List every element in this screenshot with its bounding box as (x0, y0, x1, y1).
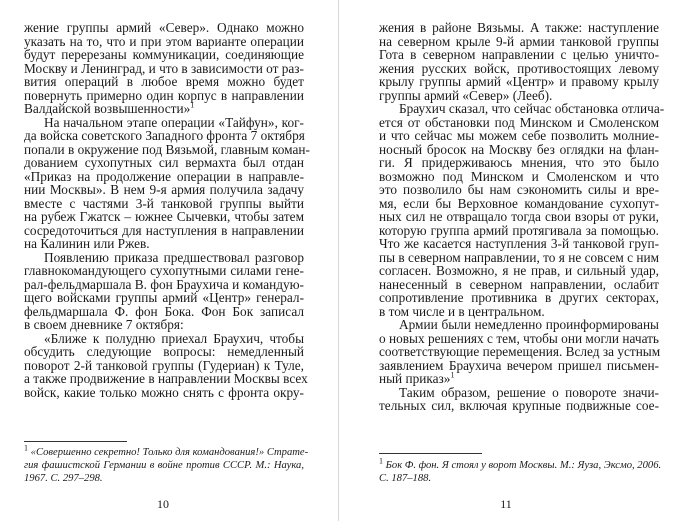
text-line-content: войск, какие только можно снять с фронта окру- (24, 384, 304, 400)
text-line-content: попали в окружение под Вязьмой, главным коман- (24, 141, 310, 157)
footnote-line (379, 456, 662, 472)
text-line (24, 48, 304, 62)
text-line-content: нии Москвы». В нем 9-я армия получила задачу (24, 182, 304, 197)
text-line (24, 371, 308, 386)
text-line (379, 183, 659, 197)
text-line (379, 224, 659, 238)
text-line-content: фельдмаршала Ф. фон Бока. Фон Бок записал (24, 303, 304, 319)
text-line (379, 386, 659, 400)
text-line-content: да войска советского Западного фронта 7 октября (24, 128, 305, 143)
text-line-content: тельных сил, включая крупные подвижные сое- (379, 398, 659, 413)
text-line-content: в своем дневнике 7 октября: (24, 317, 184, 332)
text-line (24, 332, 304, 346)
text-line (379, 264, 659, 278)
text-line (379, 89, 659, 103)
text-line-content: на северном крыле 9-й армии танковой группы (379, 33, 659, 49)
text-line-content: пы в северном направлении, то я не совсем с ним (379, 249, 659, 265)
text-line-content: ется от обстановки под Минском и Смоленском (379, 114, 659, 130)
text-line-content: заявлением Браухича вечером пришел письмен- (379, 357, 659, 373)
text-line (24, 305, 304, 319)
text-line-content: Москву и Ленинград, и что в зависимости от раз- (24, 60, 304, 76)
text-line (379, 251, 659, 265)
text-line (24, 237, 304, 251)
footnote-divider (379, 453, 482, 454)
text-line-content: соответствующие перемещения. Вслед за устным (379, 344, 661, 359)
right-page-body (379, 20, 665, 413)
text-line (379, 35, 659, 49)
footnote (379, 456, 662, 485)
text-line-content: возможно под Минском и Смоленском и что (379, 168, 659, 184)
text-line (24, 170, 304, 184)
footnote-line (379, 472, 659, 485)
text-line (24, 291, 304, 305)
text-line-content: «Ближе к полудню приехал Браухич, чтобы (44, 330, 304, 346)
text-line-content: главнокомандующего сухопутными силами гене- (24, 263, 304, 278)
text-line-content: будут перерезаны коммуникации, соединяющие (24, 47, 304, 62)
text-line (379, 359, 659, 373)
text-line (379, 170, 659, 184)
text-line (379, 48, 659, 62)
text-line (379, 332, 659, 346)
text-line-content: «Приказ на продолжение операции в направле- (24, 168, 304, 184)
footnote (24, 443, 309, 485)
text-line (24, 75, 304, 89)
text-line-content: Браухич сказал, что сейчас обстановка отлича- (399, 101, 665, 116)
text-line-content: в том числе и в центральном. (379, 303, 545, 319)
text-line (24, 183, 304, 197)
text-line (24, 386, 304, 400)
text-line-content: дованием сухопутных сил вермахта был отдан (24, 155, 304, 170)
text-line-content: сопротивление противника в других секторах, (379, 290, 659, 305)
text-line-content: рал-фельдмаршала В. фон Браухича и командую- (24, 276, 304, 292)
text-line (379, 210, 659, 224)
footnote-text: гия фашистской Германии в войне против СССР. М.: Наука, (24, 460, 304, 471)
text-line (379, 21, 659, 35)
text-line-content: жение группы армий «Север». Однако можно (24, 20, 304, 35)
text-line (379, 278, 659, 292)
text-line-content: ги. Я придерживаюсь мнения, что это было (379, 155, 659, 170)
text-line (24, 89, 304, 103)
text-line-content: мя, если бы Верховное командование сухопут- (379, 195, 659, 211)
text-line (24, 251, 304, 265)
footnote-text: «Совершенно секретно! Только для командования!» Страте- (30, 447, 309, 458)
text-line (379, 197, 659, 211)
text-line-content: повернуть примерно один корпус в направлении (24, 87, 304, 103)
text-line-content: Гота в северном направлении с целью уничто- (379, 47, 659, 62)
text-line (24, 224, 304, 238)
text-line (379, 372, 659, 386)
text-line (379, 116, 659, 130)
text-line-content: и что сейчас мы можем себе позволить молние- (379, 128, 659, 143)
text-line (24, 318, 304, 332)
text-line-content: крылу группы армий «Центр» и правому крылу (379, 74, 659, 89)
text-line-content: указать на то, что и при этом варианте операции (24, 33, 304, 49)
text-line-content: а также продвижение в направлении Москвы всех (24, 371, 308, 386)
text-line-content: нанесенный в северном направлении, ослабит (379, 276, 659, 292)
text-line-content: на рубеж Гжатск – южнее Сычевки, чтобы затем (24, 209, 304, 224)
text-line (379, 143, 659, 157)
left-page-body (24, 20, 310, 400)
text-line-content: жения в районе Вязьмы. А также: наступление (379, 20, 659, 35)
text-line-content: На начальном этапе операции «Тайфун», ког- (44, 114, 304, 130)
text-line (379, 129, 659, 143)
footnote-reference: 1 (190, 100, 195, 110)
text-line (24, 102, 304, 116)
text-line (24, 345, 304, 359)
text-line (379, 156, 659, 170)
page-number: 11 (500, 497, 512, 511)
footnote-text: С. 187–188. (379, 473, 432, 484)
text-line (379, 101, 665, 116)
text-line-content: о новых решениях с тем, чтобы они могли начать (379, 330, 659, 346)
text-line (379, 75, 659, 89)
text-line (379, 291, 659, 305)
footnote-reference: 1 (450, 370, 455, 380)
text-line (379, 305, 659, 319)
text-line-content: носный бросок на Москву без оглядки на флан- (379, 141, 659, 157)
text-line-content: Что же касается наступления 3-й танковой груп- (379, 236, 659, 251)
text-line-content: группы армий «Север» (Лееб). (379, 87, 553, 103)
text-line-content: ных сил не отвращало тогда свои взоры от руки, (379, 209, 659, 224)
text-line (24, 62, 304, 76)
text-line-content: поворот 2-й танковой группы (Гудериан) к Туле, (24, 357, 304, 373)
footnote-line (24, 443, 309, 459)
footnote-text: 1967. С. 297–298. (24, 473, 103, 484)
text-line (24, 116, 304, 130)
text-line (24, 156, 304, 170)
text-line (379, 399, 659, 413)
footnote-text: Бок Ф. фон. Я стоял у ворот Москвы. М.: Яуза, Эксмо, 2006. (385, 460, 662, 471)
text-line-content: ный приказ» (379, 371, 451, 386)
text-line (379, 237, 659, 251)
text-line (24, 197, 304, 211)
text-line-content: это позволило бы нам сэкономить силы и вре- (379, 182, 659, 197)
text-line-content: Появлению приказа предшествовал разговор (44, 249, 304, 265)
text-line-content: Армии были немедленно проинформированы (399, 317, 659, 332)
text-line-content: сосредоточиться для наступления в направлении (24, 222, 304, 238)
text-line-content: Валдайской возвышенности» (24, 101, 191, 116)
text-line-content: Таким образом, решение о повороте значи- (399, 384, 659, 400)
page-number: 10 (157, 497, 169, 511)
footnote-marker: 1 (379, 456, 383, 466)
text-line (379, 318, 659, 332)
text-line-content: которую группа армий протягивала за помощью. (379, 222, 659, 238)
text-line-content: вместе с частями 3-й танковой группы выйти (24, 195, 304, 211)
text-line (24, 21, 304, 35)
text-line (24, 264, 304, 278)
text-line-content: щего войсками группы армий «Центр» генерал- (24, 290, 304, 305)
text-line (24, 278, 304, 292)
right-page (338, 0, 674, 521)
text-line (24, 210, 304, 224)
footnote-divider (24, 441, 127, 442)
footnote-line (24, 459, 304, 472)
text-line (24, 129, 304, 143)
text-line (379, 62, 659, 76)
text-line-content: на Калинин или Ржев. (24, 236, 150, 251)
text-line-content: обсудить следующие вопросы: немедленный (24, 344, 304, 359)
text-line (24, 141, 310, 157)
text-line (379, 345, 659, 359)
text-line (24, 359, 304, 373)
text-line-content: вития операций в любое время можно будет (24, 74, 304, 89)
footnote-line (24, 472, 304, 485)
text-line-content: жения русских войск, противостоящих левому (379, 60, 659, 76)
text-line (24, 35, 304, 49)
text-line-content: согласен. Возможно, я не прав, и сильный удар, (379, 263, 659, 278)
footnote-marker: 1 (24, 443, 28, 453)
